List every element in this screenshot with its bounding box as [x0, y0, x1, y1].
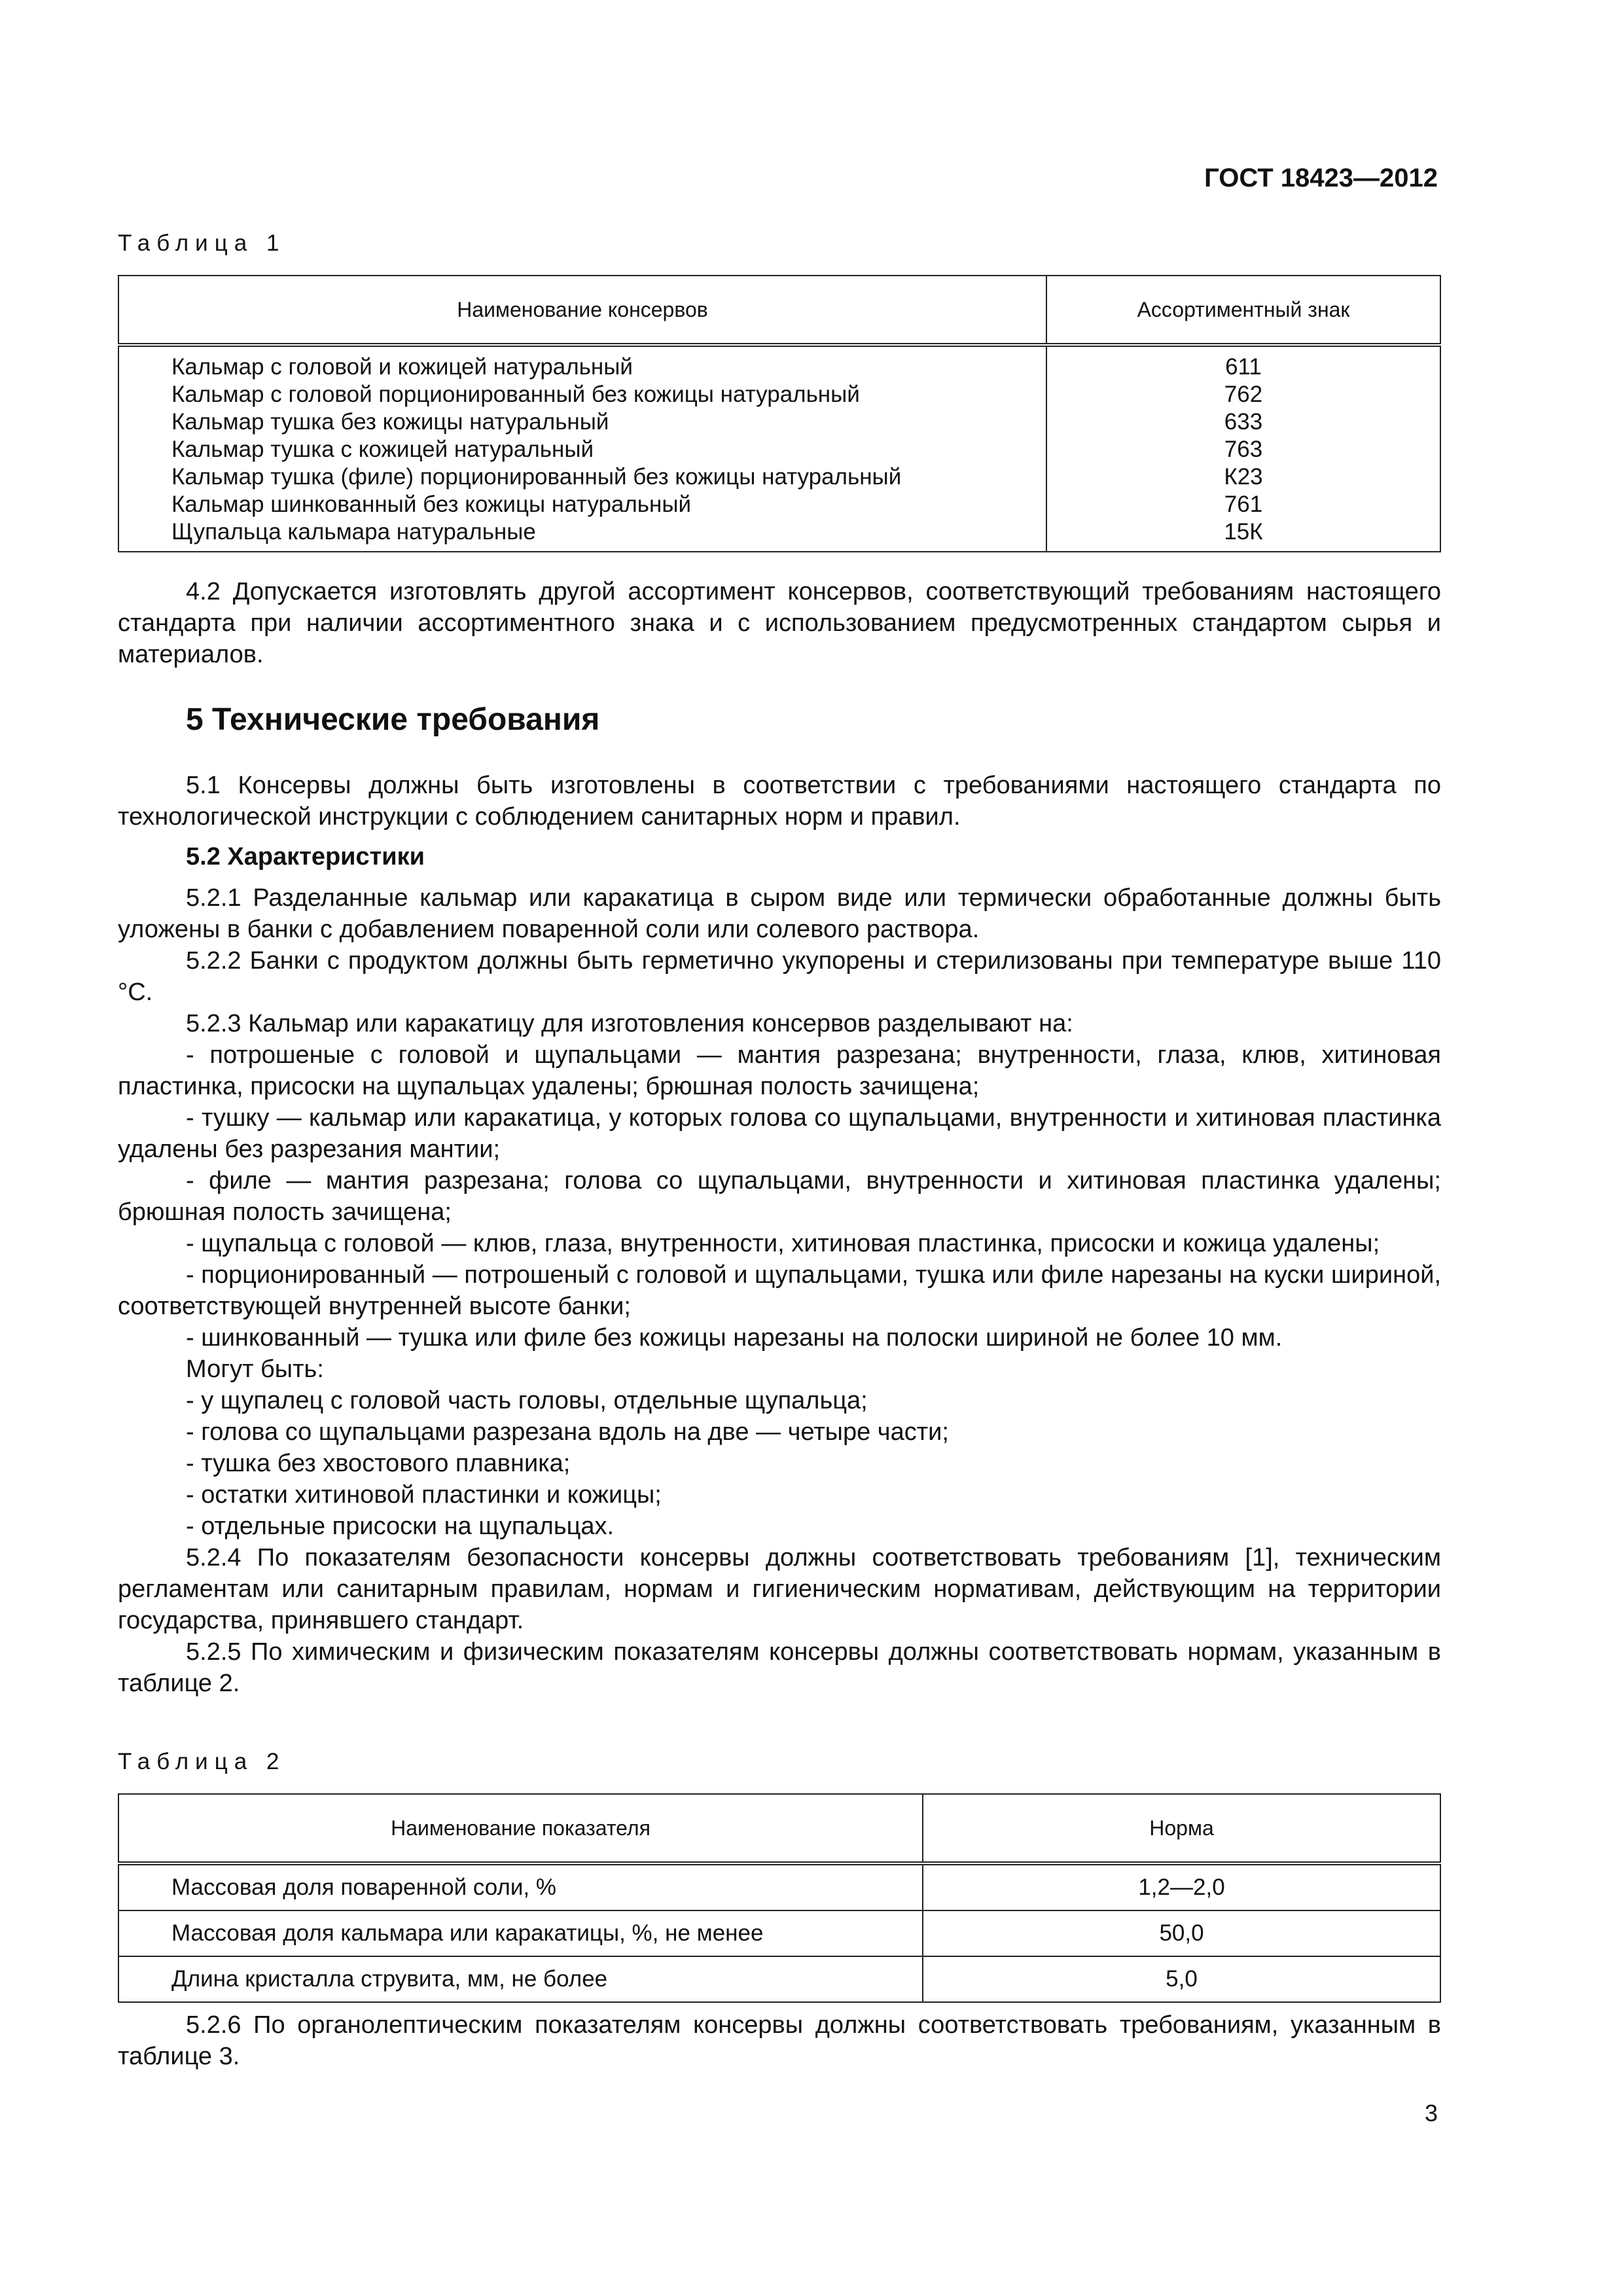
paragraph-5-2-6: 5.2.6 По органолептическим показателям консервы должны соответствовать требованиям, указанным в таблице 3.	[118, 2011, 1441, 2070]
cut-item: - шинкованный — тушка или филе без кожицы нарезаны на полоски шириной не более 10 мм.	[186, 1324, 1283, 1352]
cut-item: - щупальца с головой — клюв, глаза, внутренности, хитиновая пластинка, присоски и кожица удалены;	[186, 1230, 1380, 1257]
table2-row-norm: 1,2—2,0	[923, 1863, 1440, 1910]
table1-header-name: Наименование консервов	[118, 276, 1046, 345]
may-be-item: - голова со щупальцами разрезана вдоль на две — четыре части;	[186, 1418, 949, 1446]
table1-row-name: Кальмар с головой и кожицей натуральный	[171, 354, 633, 380]
table2-row-name: Длина кристалла струвита, мм, не более	[118, 1956, 923, 2002]
paragraph-5-2-4: 5.2.4 По показателям безопасности консервы должны соответствовать требованиям [1], техническим регламентам или санитарным правилам, нормам и гигиеническим нормативам, действующим на территории государства, принявшего стандарт.	[118, 1544, 1441, 1634]
cut-item: - тушку — кальмар или каракатица, у которых голова со щупальцами, внутренности и хитиновая пластинка удалены без разрезания мантии;	[118, 1104, 1441, 1163]
table2-row	[118, 1956, 1440, 2002]
table2-row-name: Массовая доля кальмара или каракатицы, %, не менее	[118, 1910, 923, 1956]
section-5-heading: 5 Технические требования	[186, 702, 600, 737]
cut-item: - потрошеные с головой и щупальцами — мантия разрезана; внутренности, глаза, клюв, хитиновая пластинка, присоски на щупальцах удалены; брюшная полость зачищена;	[118, 1041, 1441, 1100]
cut-item: - филе — мантия разрезана; голова со щупальцами, внутренности и хитиновая пластинка удалены; брюшная полость зачищена;	[118, 1167, 1441, 1226]
table2	[118, 1793, 1441, 2003]
subsection-5-2-heading: 5.2 Характеристики	[186, 843, 425, 870]
may-be-item: - у щупалец с головой часть головы, отдельные щупальца;	[186, 1387, 868, 1414]
table1-row-name: Кальмар с головой порционированный без кожицы натуральный	[171, 382, 860, 407]
paragraph-5-2-5: 5.2.5 По химическим и физическим показателям консервы должны соответствовать нормам, указанным в таблице 2.	[118, 1638, 1441, 1697]
table1	[118, 275, 1441, 552]
table2-header-norm: Норма	[923, 1794, 1440, 1863]
table1-row-code: 611	[1225, 354, 1262, 380]
table1-row-name: Кальмар тушка с кожицей натуральный	[171, 437, 594, 462]
table1-names-cell	[118, 345, 1046, 552]
page-number: 3	[1424, 2100, 1438, 2126]
paragraph-4-2-block	[118, 576, 1441, 670]
table1-row-code: 763	[1224, 437, 1263, 462]
table1-row-name: Кальмар тушка (филе) порционированный без кожицы натуральный	[171, 464, 902, 490]
table2-caption: Таблица 2	[118, 1749, 286, 1774]
table1-row-code: К23	[1224, 464, 1263, 490]
cut-item: - порционированный — потрошеный с головой и щупальцами, тушка или филе нарезаны на куски шириной, соответствующей внутренней высоте банки;	[118, 1261, 1441, 1320]
table1-row-name: Кальмар шинкованный без кожицы натуральный	[171, 492, 692, 517]
table1-codes-cell	[1046, 345, 1440, 552]
table2-row-norm: 5,0	[923, 1956, 1440, 2002]
paragraph-5-1: 5.1 Консервы должны быть изготовлены в соответствии с требованиями настоящего стандарта по технологической инструкции с соблюдением санитарных норм и правил.	[118, 772, 1441, 831]
table1-row-code: 633	[1224, 409, 1263, 435]
table1-row-code: 15К	[1224, 519, 1263, 545]
subsection-5-2-body	[118, 882, 1441, 1699]
table1-caption: Таблица 1	[118, 230, 286, 256]
paragraph-4-2: 4.2 Допускается изготовлять другой ассортимент консервов, соответствующий требованиям настоящего стандарта при наличии ассортиментного знака и с использованием предусмотренных стандартом сырья и материалов.	[118, 578, 1441, 668]
table2-row	[118, 1910, 1440, 1956]
table2-row	[118, 1863, 1440, 1910]
may-be-item: - тушка без хвостового плавника;	[186, 1450, 571, 1477]
document-code: ГОСТ 18423—2012	[1204, 164, 1438, 192]
table1-row-code: 761	[1224, 492, 1263, 517]
paragraph-5-2-2: 5.2.2 Банки с продуктом должны быть герметично укупорены и стерилизованы при температуре выше 110 °С.	[118, 947, 1441, 1006]
paragraph-5-2-3: 5.2.3 Кальмар или каракатицу для изготовления консервов разделывают на:	[186, 1010, 1073, 1037]
table1-row-name: Щупальца кальмара натуральные	[171, 519, 536, 545]
table2-row-norm: 50,0	[923, 1910, 1440, 1956]
table1-row-name: Кальмар тушка без кожицы натуральный	[171, 409, 609, 435]
may-be-label: Могут быть:	[186, 1355, 324, 1383]
table2-header-name: Наименование показателя	[118, 1794, 923, 1863]
may-be-item: - отдельные присоски на щупальцах.	[186, 1513, 615, 1540]
table1-row-code: 762	[1224, 382, 1263, 407]
table1-header-code: Ассортиментный знак	[1046, 276, 1440, 345]
may-be-item: - остатки хитиновой пластинки и кожицы;	[186, 1481, 662, 1509]
table2-row-name: Массовая доля поваренной соли, %	[118, 1863, 923, 1910]
paragraph-5-2-1: 5.2.1 Разделанные кальмар или каракатица в сыром виде или термически обработанные должны быть уложены в банки с добавлением поваренной соли или солевого раствора.	[118, 884, 1441, 943]
section-5-body	[118, 770, 1441, 833]
paragraph-5-2-6-block	[118, 2009, 1441, 2072]
